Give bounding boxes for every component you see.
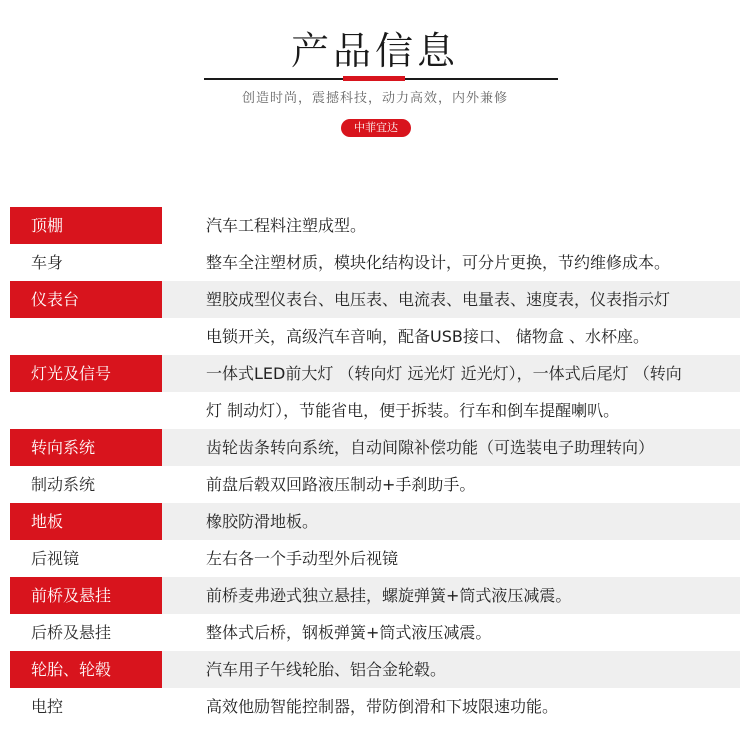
spec-row	[10, 577, 740, 614]
spec-value: 前桥麦弗逊式独立悬挂，螺旋弹簧+筒式液压减震。	[206, 586, 572, 605]
spec-label: 电控	[31, 697, 64, 716]
spec-row	[10, 318, 740, 355]
spec-row	[10, 614, 740, 651]
brand-badge: 中菲宜达	[341, 119, 411, 137]
spec-row	[10, 207, 740, 244]
spec-value: 汽车工程料注塑成型。	[206, 216, 367, 235]
spec-row	[10, 503, 740, 540]
product-info-header	[0, 0, 750, 200]
spec-row	[10, 466, 740, 503]
spec-row	[10, 651, 740, 688]
spec-value: 灯 制动灯），节能省电，便于拆装。行车和倒车提醒喇叭。	[206, 401, 620, 420]
spec-label: 前桥及悬挂	[10, 577, 162, 614]
spec-value: 电锁开关，高级汽车音响，配备USB接口、 储物盒 、水杯座。	[206, 327, 650, 346]
spec-label: 制动系统	[31, 475, 96, 494]
spec-label: 顶棚	[10, 207, 162, 244]
spec-label: 灯光及信号	[10, 355, 162, 392]
spec-value: 一体式LED前大灯 （转向灯 远光灯 近光灯），一体式后尾灯 （转向	[206, 364, 682, 383]
spec-label	[10, 392, 162, 429]
spec-row	[10, 244, 740, 281]
page-subtitle: 创造时尚，震撼科技，动力高效，内外兼修	[241, 91, 508, 106]
spec-label: 车身	[31, 253, 64, 272]
spec-row	[10, 429, 740, 466]
spec-table	[10, 207, 740, 725]
spec-label: 地板	[10, 503, 162, 540]
spec-value: 齿轮齿条转向系统，自动间隙补偿功能（可选装电子助理转向）	[206, 438, 655, 457]
spec-value: 整体式后桥，钢板弹簧+筒式液压减震。	[206, 623, 492, 642]
spec-label: 后视镜	[31, 549, 80, 568]
spec-label: 轮胎、轮毂	[10, 651, 162, 688]
spec-value: 前盘后毂双回路液压制动+手刹助手。	[206, 475, 476, 494]
spec-row	[10, 355, 740, 392]
spec-label	[10, 318, 162, 355]
spec-row	[10, 281, 740, 318]
spec-label: 后桥及悬挂	[31, 623, 112, 642]
spec-value: 汽车用子午线轮胎、铝合金轮毂。	[206, 660, 447, 679]
spec-value: 高效他励智能控制器，带防倒滑和下坡限速功能。	[206, 697, 559, 716]
spec-label: 仪表台	[10, 281, 162, 318]
spec-label: 转向系统	[10, 429, 162, 466]
spec-value: 橡胶防滑地板。	[206, 512, 319, 531]
spec-row	[10, 540, 740, 577]
spec-row	[10, 392, 740, 429]
spec-value: 塑胶成型仪表台、电压表、电流表、电量表、速度表，仪表指示灯	[206, 290, 671, 309]
spec-value: 左右各一个手动型外后视镜	[206, 549, 399, 568]
spec-value: 整车全注塑材质，模块化结构设计，可分片更换，节约维修成本。	[206, 253, 671, 272]
title-accent-bar	[343, 76, 405, 81]
page-title: 产品信息	[290, 29, 459, 73]
spec-row	[10, 688, 740, 725]
